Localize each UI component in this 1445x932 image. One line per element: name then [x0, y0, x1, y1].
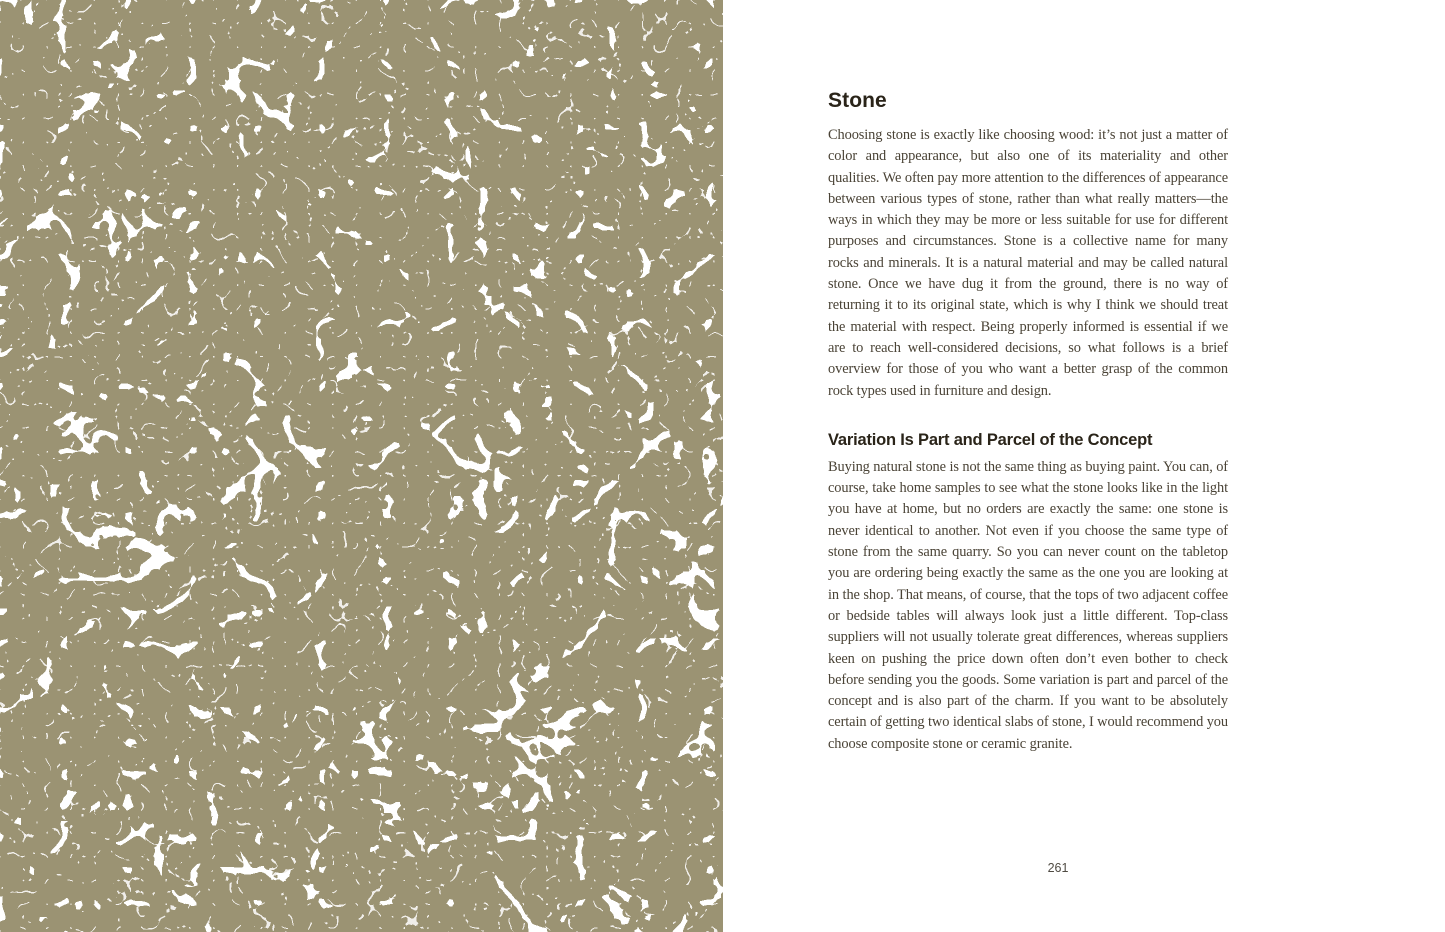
- section-paragraph: Buying natural stone is not the same thing as buying paint. You can, of course, take home samples to see what the stone looks like in the light you have at home, but no orders are exactly the same: one stone is never identical to another. Not even if you choose the same type of stone from the same quarry. So you can never count on the tabletop you are ordering being exactly the same as the one you are looking at in the shop. That means, of course, that the tops of two adjacent coffee or bedside tables will always look just a little different. Top-class suppliers will not usually tolerate great differences, whereas suppliers keen on pushing the price down often don’t even bother to check before sending you the goods. Some variation is part and parcel of the concept and is also part of the charm. If you want to be absolutely certain of getting two identical slabs of stone, I would recommend you choose composite stone or ceramic granite.: [828, 458, 1228, 752]
- intro-paragraph: Choosing stone is exactly like choosing wood: it’s not just a matter of color and appearance, but also one of its materiality and other qualities. We often pay more attention to the differences of appearance between various types of stone, rather than what really matters—the ways in which they may be more or less suitable for use for different purposes and circumstances. Stone is a collective name for many rocks and minerals. It is a natural material and may be called natural stone. Once we have dug it from the ground, there is no way of returning it to its original state, which is why I think we should treat the material with respect. Being properly informed is essential if we are to reach well-considered decisions, so what follows is a brief overview for those of you who want a better grasp of the common rock types used in furniture and design.: [828, 127, 1228, 399]
- text-page: [828, 0, 1228, 932]
- page-number: 261: [1047, 861, 1069, 875]
- section-subheading: Variation Is Part and Parcel of the Concept: [828, 430, 1153, 449]
- page-title: Stone: [828, 89, 887, 112]
